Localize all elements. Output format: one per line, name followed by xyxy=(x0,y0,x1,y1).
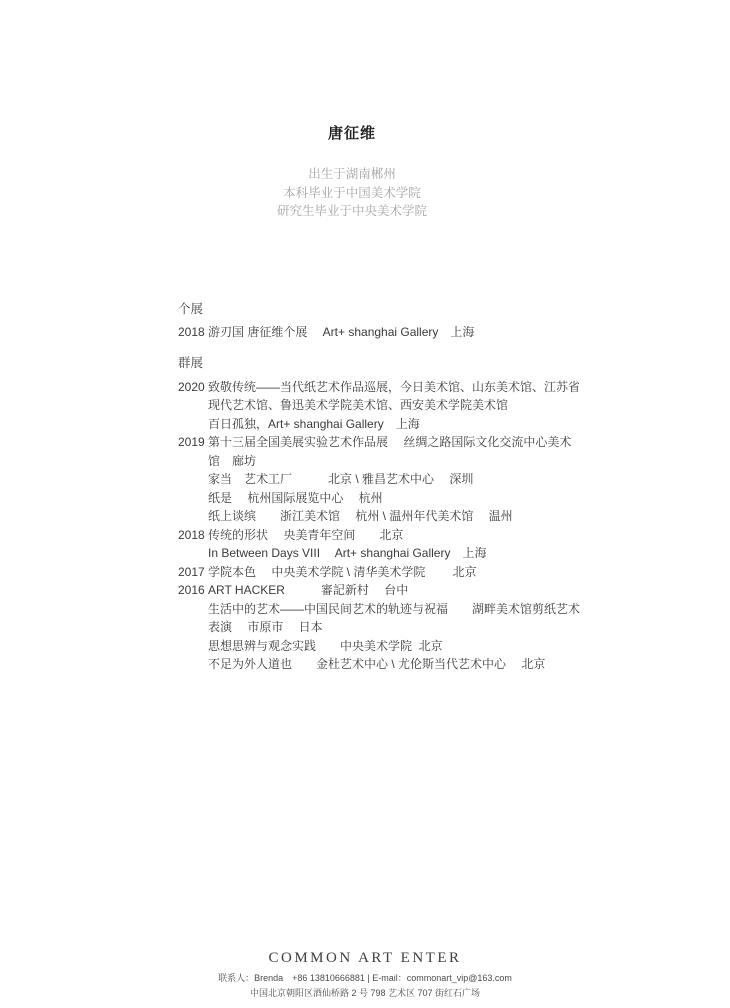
intro-line: 本科毕业于中国美术学院 xyxy=(283,185,421,200)
intro-line: 研究生毕业于中央美术学院 xyxy=(276,204,427,218)
entry-text: 百日孤独，Art+ shanghai Gallery 上海 xyxy=(208,416,420,431)
exhibition-row xyxy=(178,544,658,563)
entry-text: 不足为外人道也 金杜艺术中心 \ 尤伦斯当代艺术中心 北京 xyxy=(208,657,546,671)
entry-text: 生活中的艺术——中国民间艺术的轨迹与祝福 湖畔美术馆剪纸艺术 xyxy=(208,601,581,616)
footer-address: 中国北京朝阳区酒仙桥路 2 号 798 艺术区 707 街红石广场 xyxy=(249,988,481,998)
exhibition-list xyxy=(178,300,658,674)
exhibition-row xyxy=(178,396,658,415)
page-title: 唐征维 xyxy=(327,125,376,142)
entry-year: 2018 xyxy=(178,324,205,339)
exhibition-row xyxy=(178,378,658,397)
exhibition-row xyxy=(178,323,658,342)
entry-text: 学院本色 中央美术学院 \ 清华美术学院 北京 xyxy=(208,564,477,579)
footer-contact: 联系人：Brenda +86 13810666881 | E-mail：commonart_vip@163.com xyxy=(218,973,512,983)
group-entries xyxy=(178,378,658,674)
exhibition-row xyxy=(178,507,658,526)
section-solo-exhibitions xyxy=(178,300,658,341)
entry-text: 游刃国 唐征维个展 Art+ shanghai Gallery 上海 xyxy=(208,324,475,339)
entry-text: ART HACKER 審記新村 台中 xyxy=(208,583,409,597)
entry-text: 思想思辨与观念实践 中央美术学院 北京 xyxy=(208,638,443,653)
exhibition-row xyxy=(178,526,658,545)
entry-text: 家当 艺术工厂 北京 \ 雅昌艺术中心 深圳 xyxy=(208,472,474,486)
entry-text: In Between Days VIII Art+ shanghai Gallery 上海 xyxy=(208,546,487,560)
exhibition-row xyxy=(178,618,658,637)
entry-text: 致敬传统——当代纸艺术作品巡展，今日美术馆、山东美术馆、江苏省 xyxy=(208,379,581,394)
intro-block xyxy=(0,165,704,221)
exhibition-row xyxy=(178,489,658,508)
exhibition-row xyxy=(178,600,658,619)
entry-year: 2017 xyxy=(178,564,205,579)
entry-year: 2020 xyxy=(178,379,205,394)
footer xyxy=(0,950,730,999)
exhibition-row xyxy=(178,637,658,656)
section-heading-group: 群展 xyxy=(178,356,204,370)
footer-brand: COMMON ART ENTER xyxy=(268,950,462,966)
entry-text: 馆 廊坊 xyxy=(208,453,257,468)
entry-year: 2018 xyxy=(178,527,205,542)
intro-line: 出生于湖南郴州 xyxy=(308,167,396,181)
exhibition-row xyxy=(178,433,658,452)
entry-text: 纸是 杭州国际展览中心 杭州 xyxy=(208,490,383,505)
entry-text: 现代艺术馆、鲁迅美术学院美术馆、西安美术学院美术馆 xyxy=(208,398,509,412)
exhibition-row xyxy=(178,655,658,674)
solo-entries xyxy=(178,323,658,342)
exhibition-row xyxy=(178,581,658,600)
section-group-exhibitions xyxy=(178,354,658,674)
entry-year: 2019 xyxy=(178,435,205,449)
exhibition-row xyxy=(178,452,658,471)
section-heading-solo: 个展 xyxy=(178,302,204,316)
entry-text: 第十三届全国美展实验艺术作品展 丝绸之路国际文化交流中心美术 xyxy=(208,435,572,449)
entry-text: 表演 市原市 日本 xyxy=(208,620,323,634)
exhibition-row xyxy=(178,563,658,582)
entry-text: 传统的形状 央美青年空间 北京 xyxy=(208,527,404,542)
entry-text: 纸上谈缤 浙江美术馆 杭州 \ 温州年代美术馆 温州 xyxy=(208,509,513,523)
entry-year: 2016 xyxy=(178,583,205,597)
exhibition-row xyxy=(178,470,658,489)
header xyxy=(0,122,704,221)
exhibition-row xyxy=(178,415,658,434)
